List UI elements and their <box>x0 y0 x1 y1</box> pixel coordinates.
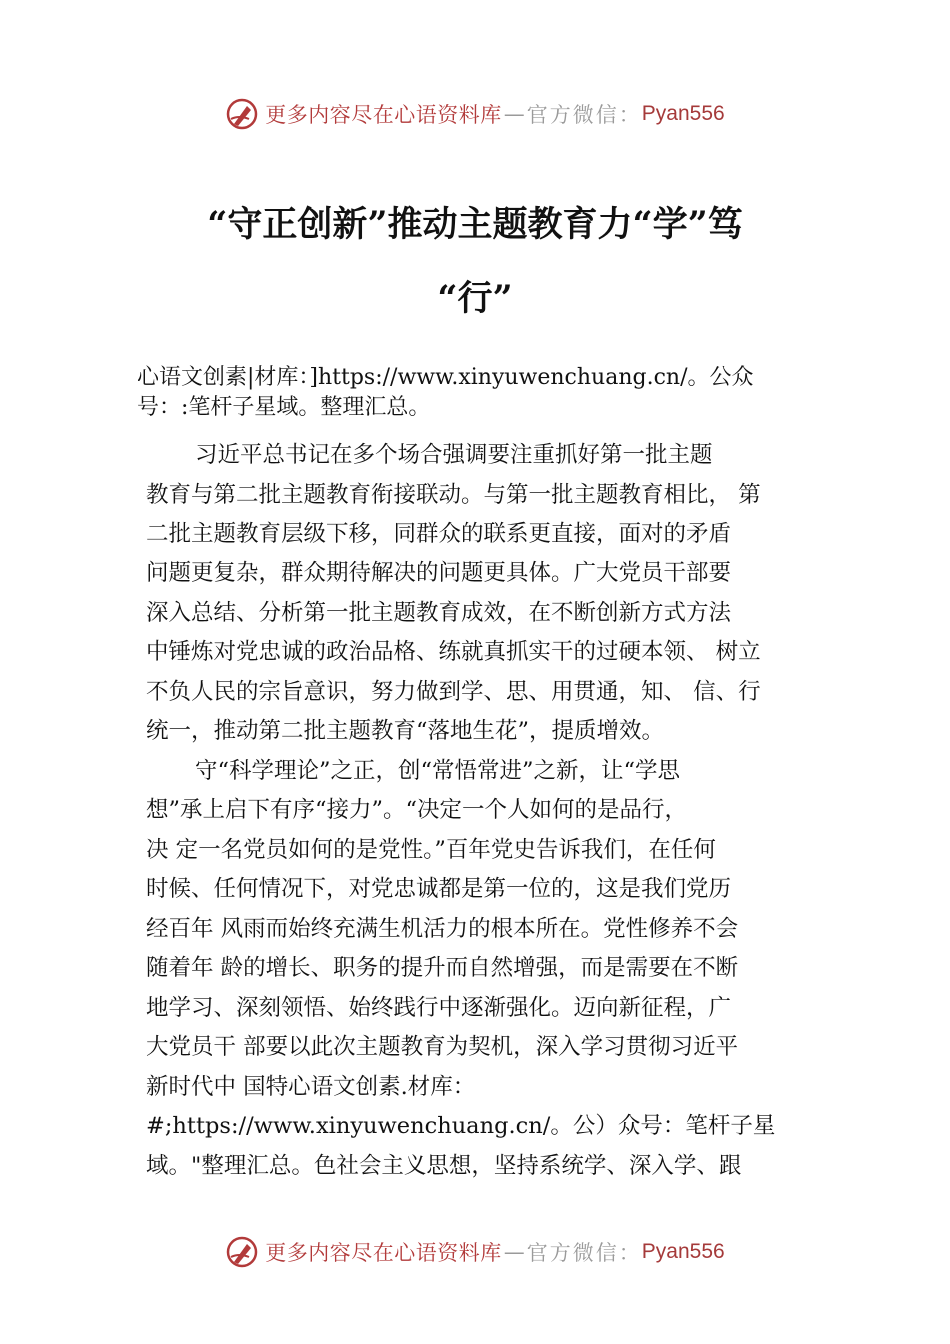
pen-nib-circle-icon <box>225 97 259 131</box>
banner-wechat-id: Pyan556 <box>641 102 725 125</box>
banner-text: 更多内容尽在心语资料库 <box>265 103 502 127</box>
body-line: 新时代中 国特心语文创素.材库： <box>146 1074 476 1100</box>
banner-separator: — <box>503 102 525 126</box>
banner-wechat-label: 官方微信： <box>526 103 642 127</box>
body-line: 习近平总书记在多个场合强调要注重抓好第一批主题 <box>195 442 713 468</box>
body-line: #;https://www.xinyuwenchuang.cn/。公）众号：笔杆子星 <box>146 1113 776 1139</box>
body-line: 问题更复杂，群众期待解决的问题更具体。广大党员干部要 <box>146 560 732 586</box>
pen-nib-circle-icon <box>225 1235 259 1269</box>
body-line: 随着年 龄的增长、职务的提升而自然增强，而是需要在不断 <box>146 955 739 981</box>
body-line: 大党员干 部要以此次主题教育为契机，深入学习贯彻习近平 <box>146 1034 739 1060</box>
banner-wechat-label: 官方微信： <box>526 1241 642 1265</box>
source-line-2: 号：:笔杆子星域。整理汇总。 <box>137 395 431 420</box>
body-line: 教育与第二批主题教育衔接联动。与第一批主题教育相比， 第 <box>146 482 761 508</box>
header-banner <box>0 92 950 136</box>
banner-wechat-id: Pyan556 <box>641 1240 725 1263</box>
document-title-line-1: “守正创新”推动主题教育力“学”笃 <box>207 204 743 245</box>
body-line: 想”承上启下有序“接力”。“决定一个人如何的是品行， <box>146 797 688 823</box>
body-line: 守“科学理论”之正，创“常悟常进”之新，让“学思 <box>195 758 681 784</box>
body-line: 域。"整理汇总。色社会主义思想，坚持系统学、深入学、跟 <box>146 1153 742 1179</box>
body-line: 中锤炼对党忠诚的政治品格、练就真抓实干的过硬本领、 树立 <box>146 639 761 665</box>
body-line: 地学习、深刻领悟、始终践行中逐渐强化。迈向新征程，广 <box>146 995 732 1021</box>
banner-separator: — <box>503 1240 525 1264</box>
document-title-line-2: “行” <box>437 278 513 319</box>
source-line-1: 心语文创素|材库：]https://www.xinyuwenchuang.cn/。公众 <box>137 365 754 390</box>
body-line: 统一，推动第二批主题教育“落地生花”，提质增效。 <box>146 718 665 744</box>
banner-text: 更多内容尽在心语资料库 <box>265 1241 502 1265</box>
footer-banner <box>0 1230 950 1274</box>
body-line: 不负人民的宗旨意识，努力做到学、思、用贯通，知、 信、行 <box>146 679 761 705</box>
body-line: 经百年 风雨而始终充满生机活力的根本所在。党性修养不会 <box>146 916 739 942</box>
body-line: 二批主题教育层级下移，同群众的联系更直接，面对的矛盾 <box>146 521 732 547</box>
body-line: 决 定一名党员如何的是党性。”百年党史告诉我们，在任何 <box>146 837 716 863</box>
body-line: 深入总结、分析第一批主题教育成效，在不断创新方式方法 <box>146 600 732 626</box>
body-line: 时候、任何情况下，对党忠诚都是第一位的，这是我们党历 <box>146 876 732 902</box>
